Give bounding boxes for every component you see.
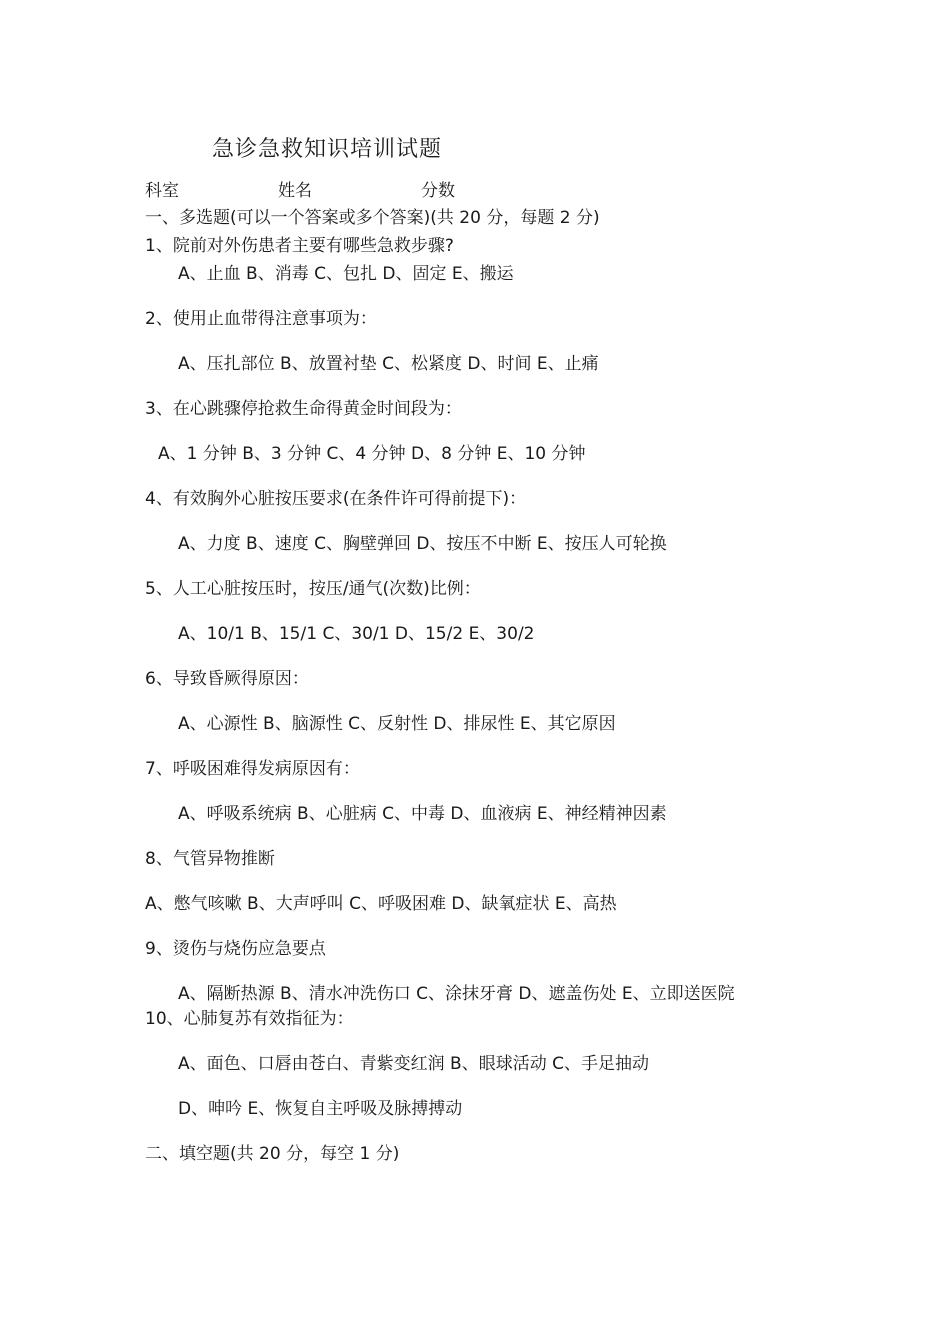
question-9: 9、烫伤与烧伤应急要点 [145, 939, 326, 959]
question-10: 10、心肺复苏有效指征为： [145, 1009, 354, 1029]
question-1: 1、院前对外伤患者主要有哪些急救步骤? [145, 236, 454, 256]
question-8-options: A、憋气咳嗽 B、大声呼叫 C、呼吸困难 D、缺氧症状 E、高热 [145, 894, 617, 914]
page-title: 急诊急救知识培训试题 [212, 137, 443, 162]
question-7-options: A、呼吸系统病 B、心脏病 C、中毒 D、血液病 E、神经精神因素 [178, 804, 667, 824]
question-9-options: A、隔断热源 B、清水冲洗伤口 C、涂抹牙膏 D、遮盖伤处 E、立即送医院 [178, 984, 735, 1004]
question-6: 6、导致昏厥得原因： [145, 669, 309, 689]
section2-heading: 二、填空题(共 20 分，每空 1 分) [145, 1144, 400, 1164]
score-label: 分数 [421, 181, 455, 201]
question-4: 4、有效胸外心脏按压要求(在条件许可得前提下)： [145, 489, 527, 509]
section1-heading: 一、多选题(可以一个答案或多个答案)(共 20 分，每题 2 分) [145, 208, 600, 228]
question-3: 3、在心跳骤停抢救生命得黄金时间段为： [145, 399, 462, 419]
question-3-options: A、1 分钟 B、3 分钟 C、4 分钟 D、8 分钟 E、10 分钟 [158, 444, 586, 464]
question-6-options: A、心源性 B、脑源性 C、反射性 D、排尿性 E、其它原因 [178, 714, 616, 734]
question-10-options-2: D、呻吟 E、恢复自主呼吸及脉搏搏动 [178, 1099, 463, 1119]
name-label: 姓名 [278, 181, 312, 201]
question-4-options: A、力度 B、速度 C、胸壁弹回 D、按压不中断 E、按压人可轮换 [178, 534, 667, 554]
question-5-options: A、10/1 B、15/1 C、30/1 D、15/2 E、30/2 [178, 624, 535, 644]
question-7: 7、呼吸困难得发病原因有： [145, 759, 360, 779]
question-1-options: A、止血 B、消毒 C、包扎 D、固定 E、搬运 [178, 264, 514, 284]
question-2-options: A、压扎部位 B、放置衬垫 C、松紧度 D、时间 E、止痛 [178, 354, 599, 374]
question-5: 5、人工心脏按压时，按压/通气(次数)比例： [145, 579, 481, 599]
question-8: 8、气管异物推断 [145, 849, 275, 869]
question-2: 2、使用止血带得注意事项为： [145, 309, 377, 329]
dept-label: 科室 [145, 181, 179, 201]
question-10-options: A、面色、口唇由苍白、青紫变红润 B、眼球活动 C、手足抽动 [178, 1054, 649, 1074]
